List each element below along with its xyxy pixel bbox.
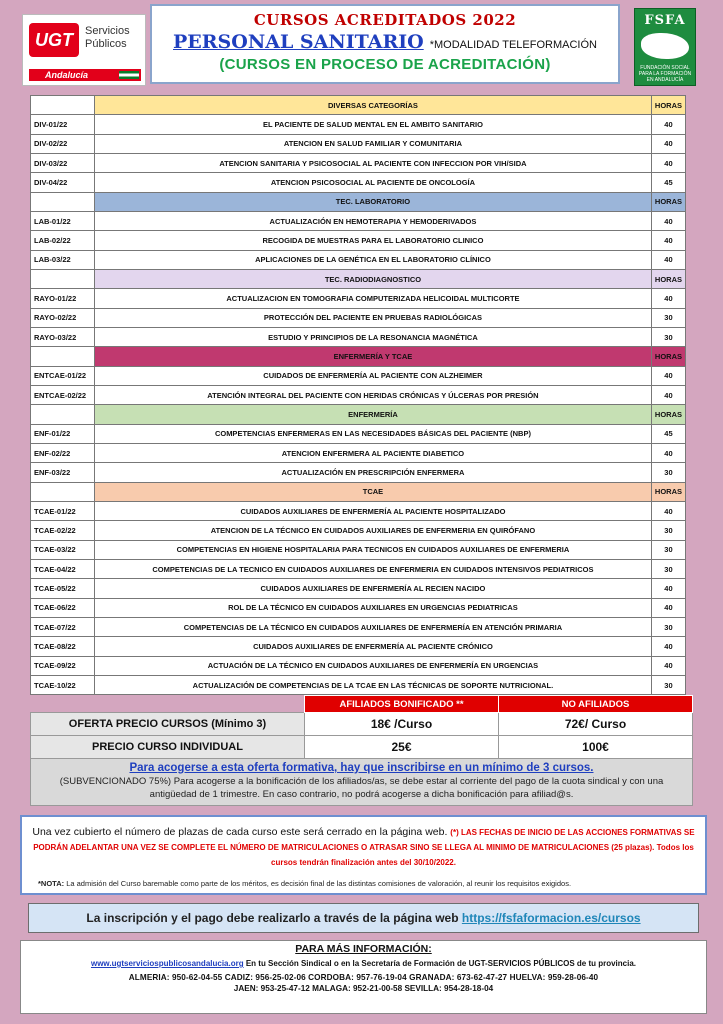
category-name: DIVERSAS CATEGORÍAS [95, 96, 652, 115]
footer-title: PARA MÁS INFORMACIÓN: [295, 943, 432, 955]
pricing-note-body: (SUBVENCIONADO 75%) Para acogerse a la bonificación de los afiliados/as, se debe estar al corriente del pago de la cuota sindical y con una antigüedad de 1 trimestre. En caso contrario, no podrá acogerse a dicha bonificación para afiliad@s. [59, 776, 664, 800]
course-title: COMPETENCIAS EN HIGIENE HOSPITALARIA PARA TECNICOS EN CUIDADOS AUXILIARES DE ENFERMERIA [95, 540, 652, 559]
pricing-affiliated-value: 25€ [305, 736, 499, 759]
pricing-affiliated-value: 18€ /Curso [305, 713, 499, 736]
course-title: ACTUALIZACIÓN EN HEMOTERAPIA Y HEMODERIVADOS [95, 211, 652, 230]
info-box [20, 815, 707, 895]
hours-header: HORAS [651, 269, 685, 288]
course-title: CUIDADOS AUXILIARES DE ENFERMERÍA AL PACIENTE HOSPITALIZADO [95, 501, 652, 520]
course-row [31, 231, 686, 250]
course-hours: 40 [651, 656, 685, 675]
course-code: RAYO-01/22 [31, 289, 95, 308]
course-title: ATENCION ENFERMERA AL PACIENTE DIABETICO [95, 443, 652, 462]
course-title: ACTUALIZACION EN TOMOGRAFIA COMPUTERIZADA HELICOIDAL MULTICORTE [95, 289, 652, 308]
course-code: DIV-03/22 [31, 153, 95, 172]
course-code: TCAE-10/22 [31, 675, 95, 694]
course-row [31, 617, 686, 636]
category-name: TEC. RADIODIAGNOSTICO [95, 269, 652, 288]
course-title: COMPETENCIAS ENFERMERAS EN LAS NECESIDADES BÁSICAS DEL PACIENTE (NBP) [95, 424, 652, 443]
course-row [31, 579, 686, 598]
pricing-non-affiliated-value: 100€ [499, 736, 693, 759]
info-paragraph [32, 825, 695, 870]
category-header-row [31, 192, 686, 211]
info-note [32, 879, 695, 888]
course-code: TCAE-03/22 [31, 540, 95, 559]
category-header-row [31, 482, 686, 501]
course-hours: 30 [651, 308, 685, 327]
course-hours: 40 [651, 579, 685, 598]
course-hours: 30 [651, 327, 685, 346]
course-hours: 40 [651, 385, 685, 404]
course-row [31, 540, 686, 559]
category-spacer [31, 96, 95, 115]
category-name: TCAE [95, 482, 652, 501]
category-header-row [31, 96, 686, 115]
registration-text: La inscripción y el pago debe realizarlo a través de la página web [86, 911, 462, 925]
footer-phones-line1: ALMERIA: 950-62-04-55 CADIZ: 956-25-02-06 CORDOBA: 957-76-19-04 GRANADA: 673-62-47-27 HUELVA: 959-28-06-40 [128, 973, 599, 982]
info-warning: (*) LAS FECHAS DE INICIO DE LAS ACCIONES FORMATIVAS SE PODRÁN ADELANTAR UNA VEZ SE COMPLETE EL NÚMERO DE MATRICULACIONES O ATRASAR SINO SE LLEGA AL MINIMO DE MATRICULACIONES (25 plazas). Todos los cursos tendrán finalización antes del 30/10/2022. [33, 828, 695, 867]
footer-text: En tu Sección Sindical o en la Secretaría de Formación de UGT-SERVICIOS PÚBLICOS de tu provincia. [243, 959, 636, 968]
fsfa-subtext: FUNDACIÓN SOCIAL PARA LA FORMACIÓN EN ANDALUCÍA [638, 65, 692, 83]
course-row [31, 327, 686, 346]
category-name: ENFERMERÍA [95, 405, 652, 424]
category-spacer [31, 269, 95, 288]
course-title: ACTUALIZACIÓN DE COMPETENCIAS DE LA TCAE EN LAS TÉCNICAS DE SOPORTE NUTRICIONAL. [95, 675, 652, 694]
course-hours: 30 [651, 675, 685, 694]
course-code: LAB-02/22 [31, 231, 95, 250]
accreditation-status: (CURSOS EN PROCESO DE ACREDITACIÓN) [219, 56, 551, 73]
pricing-note [30, 759, 693, 806]
andalucia-map-icon [641, 33, 689, 59]
course-hours: 30 [651, 463, 685, 482]
fsfa-logo [634, 8, 696, 86]
registration-link[interactable]: https://fsfaformacion.es/cursos [461, 911, 641, 925]
hours-header: HORAS [651, 482, 685, 501]
subtitle-row [152, 31, 618, 53]
page-title: CURSOS ACREDITADOS 2022 [253, 11, 517, 29]
pricing-label: OFERTA PRECIO CURSOS (Mínimo 3) [31, 713, 305, 736]
pricing-non-affiliated-value: 72€/ Curso [499, 713, 693, 736]
course-row [31, 675, 686, 694]
course-title: CUIDADOS DE ENFERMERÍA AL PACIENTE CON ALZHEIMER [95, 366, 652, 385]
course-row [31, 289, 686, 308]
ugt-text [85, 25, 130, 51]
category-spacer [31, 482, 95, 501]
course-row [31, 211, 686, 230]
course-row [31, 443, 686, 462]
course-hours: 40 [651, 211, 685, 230]
pricing-row-individual [31, 736, 693, 759]
course-title: ACTUALIZACIÓN EN PRESCRIPCIÓN ENFERMERA [95, 463, 652, 482]
course-code: DIV-04/22 [31, 173, 95, 192]
course-hours: 40 [651, 153, 685, 172]
category-header-row [31, 269, 686, 288]
category-spacer [31, 192, 95, 211]
course-code: RAYO-03/22 [31, 327, 95, 346]
course-row [31, 521, 686, 540]
course-row [31, 385, 686, 404]
course-code: TCAE-07/22 [31, 617, 95, 636]
pricing-label: PRECIO CURSO INDIVIDUAL [31, 736, 305, 759]
course-table [30, 95, 686, 695]
hours-header: HORAS [651, 347, 685, 366]
course-code: DIV-02/22 [31, 134, 95, 153]
course-code: TCAE-04/22 [31, 559, 95, 578]
course-code: TCAE-01/22 [31, 501, 95, 520]
header-title-box [150, 4, 620, 84]
course-hours: 40 [651, 501, 685, 520]
ugt-region: Andalucía [45, 70, 89, 80]
page-subtitle: PERSONAL SANITARIO [173, 31, 424, 53]
course-title: ACTUACIÓN DE LA TÉCNICO EN CUIDADOS AUXILIARES DE ENFERMERÍA EN URGENCIAS [95, 656, 652, 675]
course-code: ENF-02/22 [31, 443, 95, 462]
course-title: ATENCION SANITARIA Y PSICOSOCIAL AL PACIENTE CON INFECCION POR VIH/SIDA [95, 153, 652, 172]
course-hours: 40 [651, 115, 685, 134]
fsfa-mark: FSFA [644, 13, 686, 28]
course-hours: 40 [651, 443, 685, 462]
andalucia-flag-icon [119, 71, 139, 79]
hours-header: HORAS [651, 192, 685, 211]
category-name: TEC. LABORATORIO [95, 192, 652, 211]
course-row [31, 308, 686, 327]
course-hours: 30 [651, 521, 685, 540]
col-affiliated-header: AFILIADOS BONIFICADO ** [305, 696, 499, 713]
course-hours: 30 [651, 559, 685, 578]
course-code: LAB-03/22 [31, 250, 95, 269]
course-row [31, 559, 686, 578]
ugt-text-line2: Públicos [85, 38, 127, 50]
mode-note: *MODALIDAD TELEFORMACIÓN [429, 39, 597, 51]
col-non-affiliated-header: NO AFILIADOS [499, 696, 693, 713]
pricing-table [30, 695, 693, 759]
course-code: ENTCAE-01/22 [31, 366, 95, 385]
category-spacer [31, 405, 95, 424]
course-title: CUIDADOS AUXILIARES DE ENFERMERÍA AL RECIEN NACIDO [95, 579, 652, 598]
category-spacer [31, 347, 95, 366]
course-code: TCAE-06/22 [31, 598, 95, 617]
course-code: ENF-03/22 [31, 463, 95, 482]
course-hours: 40 [651, 637, 685, 656]
info-note-text: La admisión del Curso baremable como parte de los méritos, es decisión final de las distintas comisiones de valoración, al reunir los requisitos exigidos. [64, 879, 572, 888]
course-hours: 40 [651, 231, 685, 250]
course-title: PROTECCIÓN DEL PACIENTE EN PRUEBAS RADIOLÓGICAS [95, 308, 652, 327]
course-code: TCAE-09/22 [31, 656, 95, 675]
hours-header: HORAS [651, 96, 685, 115]
course-title: ROL DE LA TÉCNICO EN CUIDADOS AUXILIARES EN URGENCIAS PEDIATRICAS [95, 598, 652, 617]
pricing-section [30, 695, 693, 806]
course-title: ATENCION PSICOSOCIAL AL PACIENTE DE ONCOLOGÍA [95, 173, 652, 192]
course-code: TCAE-08/22 [31, 637, 95, 656]
course-hours: 40 [651, 134, 685, 153]
course-row [31, 115, 686, 134]
course-title: RECOGIDA DE MUESTRAS PARA EL LABORATORIO CLINICO [95, 231, 652, 250]
footer-url-link[interactable]: www.ugtserviciospublicosandalucia.org [90, 959, 244, 968]
course-hours: 40 [651, 250, 685, 269]
course-code: TCAE-05/22 [31, 579, 95, 598]
course-title: CUIDADOS AUXILIARES DE ENFERMERÍA AL PACIENTE CRÓNICO [95, 637, 652, 656]
course-hours: 45 [651, 173, 685, 192]
ugt-mark: UGT [29, 23, 79, 57]
course-title: ESTUDIO Y PRINCIPIOS DE LA RESONANCIA MAGNÉTICA [95, 327, 652, 346]
course-row [31, 173, 686, 192]
course-code: ENTCAE-02/22 [31, 385, 95, 404]
course-title: COMPETENCIAS DE LA TÉCNICO EN CUIDADOS AUXILIARES DE ENFERMERÍA EN ATENCIÓN PRIMARIA [95, 617, 652, 636]
course-title: ATENCIÓN INTEGRAL DEL PACIENTE CON HERIDAS CRÓNICAS Y ÚLCERAS POR PRESIÓN [95, 385, 652, 404]
ugt-region-bar [29, 69, 141, 81]
footer [20, 940, 707, 1014]
course-row [31, 424, 686, 443]
pricing-note-highlight: Para acogerse a esta oferta formativa, hay que inscribirse en un mínimo de 3 cursos. [129, 762, 594, 774]
course-hours: 40 [651, 289, 685, 308]
info-note-label: *NOTA: [38, 879, 65, 888]
course-row [31, 637, 686, 656]
course-title: ATENCION EN SALUD FAMILIAR Y COMUNITARIA [95, 134, 652, 153]
course-title: ATENCION DE LA TÉCNICO EN CUIDADOS AUXILIARES DE ENFERMERIA EN QUIRÓFANO [95, 521, 652, 540]
registration-bar [28, 903, 699, 933]
course-hours: 40 [651, 598, 685, 617]
hours-header: HORAS [651, 405, 685, 424]
course-row [31, 134, 686, 153]
course-code: TCAE-02/22 [31, 521, 95, 540]
course-code: LAB-01/22 [31, 211, 95, 230]
info-lead: Una vez cubierto el número de plazas de cada curso este será cerrado en la página web. [32, 826, 448, 838]
course-title: EL PACIENTE DE SALUD MENTAL EN EL AMBITO SANITARIO [95, 115, 652, 134]
course-title: APLICACIONES DE LA GENÉTICA EN EL LABORATORIO CLÍNICO [95, 250, 652, 269]
ugt-text-line1: Servicios [85, 25, 130, 37]
course-hours: 45 [651, 424, 685, 443]
course-row [31, 463, 686, 482]
category-name: ENFERMERÍA Y TCAE [95, 347, 652, 366]
course-row [31, 656, 686, 675]
category-header-row [31, 405, 686, 424]
pricing-corner [31, 696, 305, 713]
course-row [31, 598, 686, 617]
ugt-logo [22, 14, 146, 86]
course-title: COMPETENCIAS DE LA TECNICO EN CUIDADOS AUXILIARES DE ENFERMERIA EN CUIDADOS INTENSIVOS PEDIATRICOS [95, 559, 652, 578]
course-row [31, 366, 686, 385]
footer-phones-line2: JAEN: 953-25-47-12 MALAGA: 952-21-00-58 SEVILLA: 954-28-18-04 [233, 984, 494, 993]
pricing-row-offer [31, 713, 693, 736]
course-hours: 30 [651, 540, 685, 559]
course-row [31, 501, 686, 520]
course-code: ENF-01/22 [31, 424, 95, 443]
course-code: DIV-01/22 [31, 115, 95, 134]
course-row [31, 250, 686, 269]
course-code: RAYO-02/22 [31, 308, 95, 327]
footer-contact [21, 959, 706, 968]
course-row [31, 153, 686, 172]
course-hours: 40 [651, 366, 685, 385]
category-header-row [31, 347, 686, 366]
course-hours: 30 [651, 617, 685, 636]
